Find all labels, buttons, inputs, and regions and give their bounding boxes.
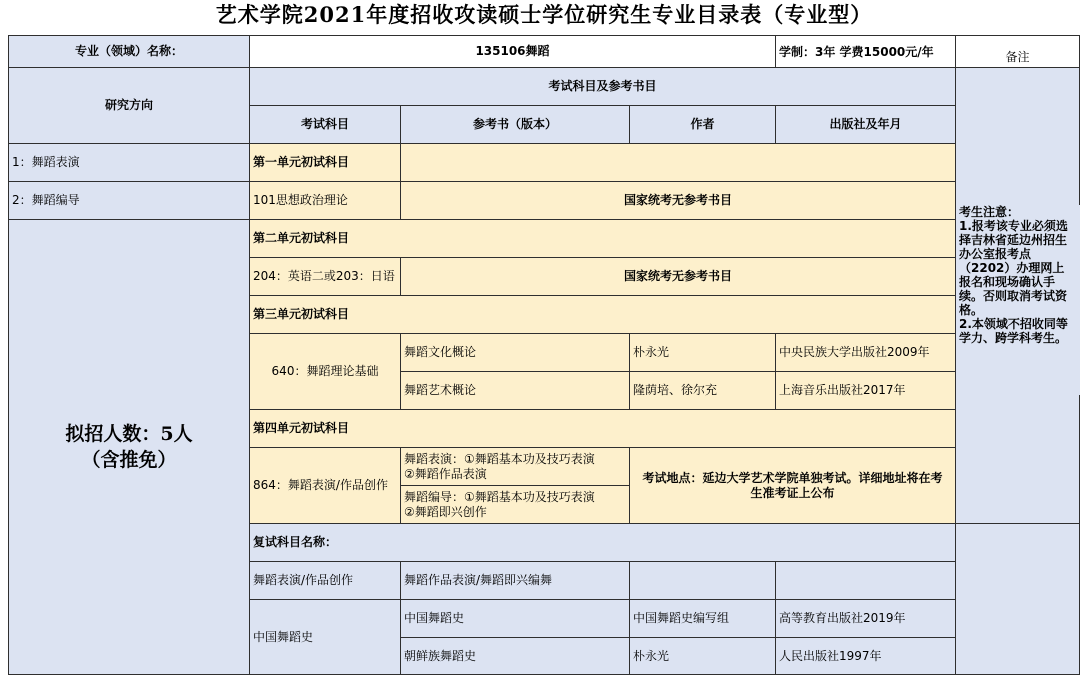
- remarks-column-lower: [955, 523, 1080, 675]
- history-author: 朴永光: [629, 637, 776, 675]
- theory-book: 舞蹈艺术概论: [400, 371, 630, 410]
- theory-author: 朴永光: [629, 333, 776, 372]
- politics-subject: 101思想政治理论: [249, 181, 401, 220]
- direction-header: 研究方向: [8, 67, 250, 144]
- subject-header: 考试科目: [249, 105, 401, 144]
- history-book: 中国舞蹈史: [400, 599, 630, 638]
- unit3-label: 第三单元初试科目: [249, 295, 956, 334]
- retest-creation-author: [629, 561, 776, 600]
- history-author: 中国舞蹈史编写组: [629, 599, 776, 638]
- exam-location: 考试地点：延边大学艺术学院单独考试。详细地址将在考生准考证上公布: [629, 447, 956, 524]
- history-subject: 中国舞蹈史: [249, 599, 401, 675]
- performance-item: 舞蹈编导：①舞蹈基本功及技巧表演 ②舞蹈即兴创作: [400, 485, 630, 524]
- retest-creation-book: 舞蹈作品表演/舞蹈即兴编舞: [400, 561, 630, 600]
- language-note: 国家统考无参考书目: [400, 257, 956, 296]
- theory-subject: 640：舞蹈理论基础: [249, 333, 401, 410]
- major-label: 专业（领域）名称：: [8, 35, 250, 68]
- page-title: 艺术学院2021年度招收攻读硕士学位研究生专业目录表（专业型）: [215, 2, 873, 27]
- major-value: 135106舞蹈: [249, 35, 776, 68]
- author-header: 作者: [629, 105, 776, 144]
- unit4-label: 第四单元初试科目: [249, 409, 956, 448]
- retest-creation-subject: 舞蹈表演/作品创作: [249, 561, 401, 600]
- duration-fee: 学制：3年 学费15000元/年: [775, 35, 956, 68]
- language-subject: 204：英语二或203：日语: [249, 257, 401, 296]
- history-publisher: 高等教育出版社2019年: [775, 599, 956, 638]
- unit1-blank: [400, 143, 956, 182]
- unit1-label: 第一单元初试科目: [249, 143, 401, 182]
- unit2-label: 第二单元初试科目: [249, 219, 956, 258]
- history-book: 朝鲜族舞蹈史: [400, 637, 630, 675]
- theory-publisher: 中央民族大学出版社2009年: [775, 333, 956, 372]
- performance-subject: 864：舞蹈表演/作品创作: [249, 447, 401, 524]
- politics-note: 国家统考无参考书目: [400, 181, 956, 220]
- direction-item: 1：舞蹈表演: [8, 143, 250, 182]
- retest-label: 复试科目名称：: [249, 523, 956, 562]
- remarks-header: 备注: [955, 35, 1080, 68]
- candidate-notes: 考生注意： 1.报考该专业必须选择吉林省延边州招生办公室报考点（2202）办理网上报名和现场确认手续。否则取消考试资格。 2.本领域不招收同等学力、跨学科考生。: [955, 205, 1080, 395]
- publisher-header: 出版社及年月: [775, 105, 956, 144]
- theory-book: 舞蹈文化概论: [400, 333, 630, 372]
- theory-publisher: 上海音乐出版社2017年: [775, 371, 956, 410]
- theory-author: 隆荫培、徐尔充: [629, 371, 776, 410]
- enrollment-quota: 拟招人数：5人 （含推免）: [8, 219, 250, 675]
- retest-creation-publisher: [775, 561, 956, 600]
- history-publisher: 人民出版社1997年: [775, 637, 956, 675]
- performance-item: 舞蹈表演：①舞蹈基本功及技巧表演 ②舞蹈作品表演: [400, 447, 630, 486]
- book-header: 参考书（版本）: [400, 105, 630, 144]
- direction-item: 2：舞蹈编导: [8, 181, 250, 220]
- exam-group-header: 考试科目及参考书目: [249, 67, 956, 106]
